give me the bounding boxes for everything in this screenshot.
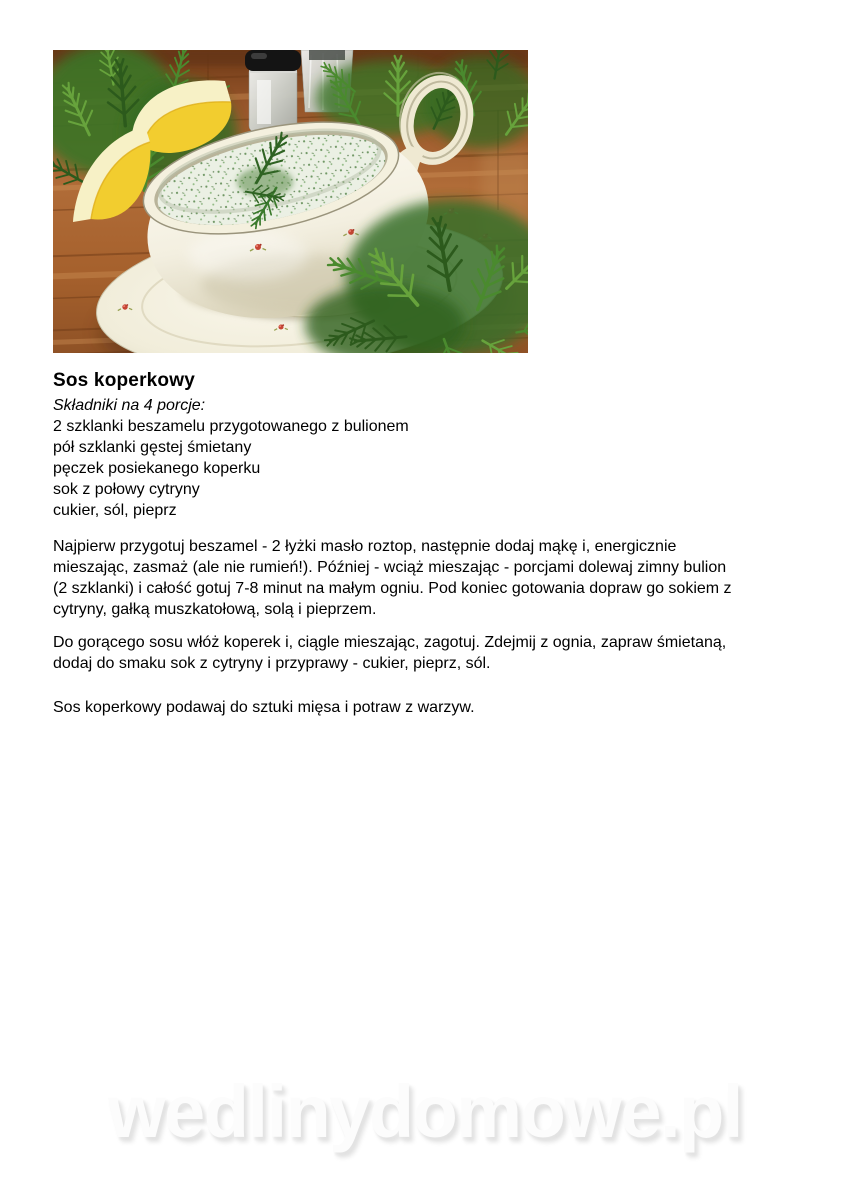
- recipe-photo: [53, 50, 528, 353]
- instruction-line: Sos koperkowy podawaj do sztuki mięsa i potraw z warzyw.: [53, 699, 475, 716]
- instruction-line: cytryny, gałką muszkatołową, solą i pieprzem.: [53, 601, 377, 618]
- instruction-line: Do gorącego sosu włóż koperek i, ciągle mieszając, zagotuj. Zdejmij z ognia, zapraw śmietaną,: [53, 634, 727, 651]
- instruction-line: (2 szklanki) i całość gotuj 7-8 minut na małym ogniu. Pod koniec gotowania dopraw go sokiem z: [53, 580, 732, 597]
- ingredient-item: 2 szklanki beszamelu przygotowanego z bulionem: [53, 418, 409, 435]
- ingredients-list: [53, 395, 409, 521]
- instruction-paragraph-3: [53, 697, 475, 718]
- instruction-line: dodaj do smaku sok z cytryny i przyprawy - cukier, pieprz, sól.: [53, 655, 491, 672]
- servings-heading: Składniki na 4 porcje:: [53, 397, 206, 414]
- dill-sauce-illustration: [53, 50, 528, 353]
- watermark: wedlinydomowe.pl: [108, 1070, 742, 1153]
- ingredient-item: sok z połowy cytryny: [53, 481, 200, 498]
- recipe-title: Sos koperkowy: [53, 369, 195, 391]
- instruction-paragraph-1: [53, 536, 732, 620]
- instruction-paragraph-2: [53, 632, 726, 674]
- ingredient-item: pół szklanki gęstej śmietany: [53, 439, 252, 456]
- instruction-line: Najpierw przygotuj beszamel - 2 łyżki masło roztop, następnie dodaj mąkę i, energicznie: [53, 538, 677, 555]
- ingredient-item: cukier, sól, pieprz: [53, 502, 177, 519]
- instruction-line: mieszając, zasmaż (ale nie rumień!). Później - wciąż mieszając - porcjami dolewaj zimny bulion: [53, 559, 727, 576]
- ingredient-item: pęczek posiekanego koperku: [53, 460, 261, 477]
